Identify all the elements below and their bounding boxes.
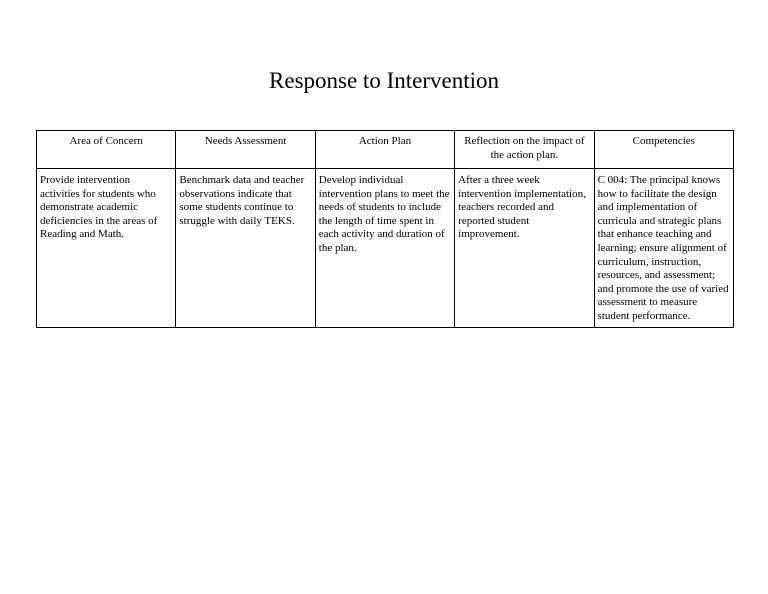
cell-area-of-concern: Provide intervention activities for students who demonstrate academic deficiencies in the areas of Reading and Math. bbox=[37, 169, 176, 328]
cell-needs-assessment: Benchmark data and teacher observations indicate that some students continue to struggle with daily TEKS. bbox=[176, 169, 315, 328]
header-competencies: Competencies bbox=[594, 131, 733, 169]
table-row bbox=[37, 169, 734, 328]
cell-competencies: C 004: The principal knows how to facilitate the design and implementation of curricula and strategic plans that enhance teaching and learning; ensure alignment of curriculum, instruction, resources, and assessment; and promote the use of varied assessment to measure student performance. bbox=[594, 169, 733, 328]
header-area-of-concern: Area of Concern bbox=[37, 131, 176, 169]
page-title: Response to Intervention bbox=[269, 68, 499, 93]
table-header-row bbox=[37, 131, 734, 169]
header-action-plan: Action Plan bbox=[315, 131, 454, 169]
header-reflection: Reflection on the impact of the action plan. bbox=[455, 131, 594, 169]
cell-action-plan: Develop individual intervention plans to meet the needs of students to include the length of time spent in each activity and duration of the plan. bbox=[315, 169, 454, 328]
header-needs-assessment: Needs Assessment bbox=[176, 131, 315, 169]
rti-table bbox=[36, 130, 734, 328]
cell-reflection: After a three week intervention implementation, teachers recorded and reported student improvement. bbox=[455, 169, 594, 328]
